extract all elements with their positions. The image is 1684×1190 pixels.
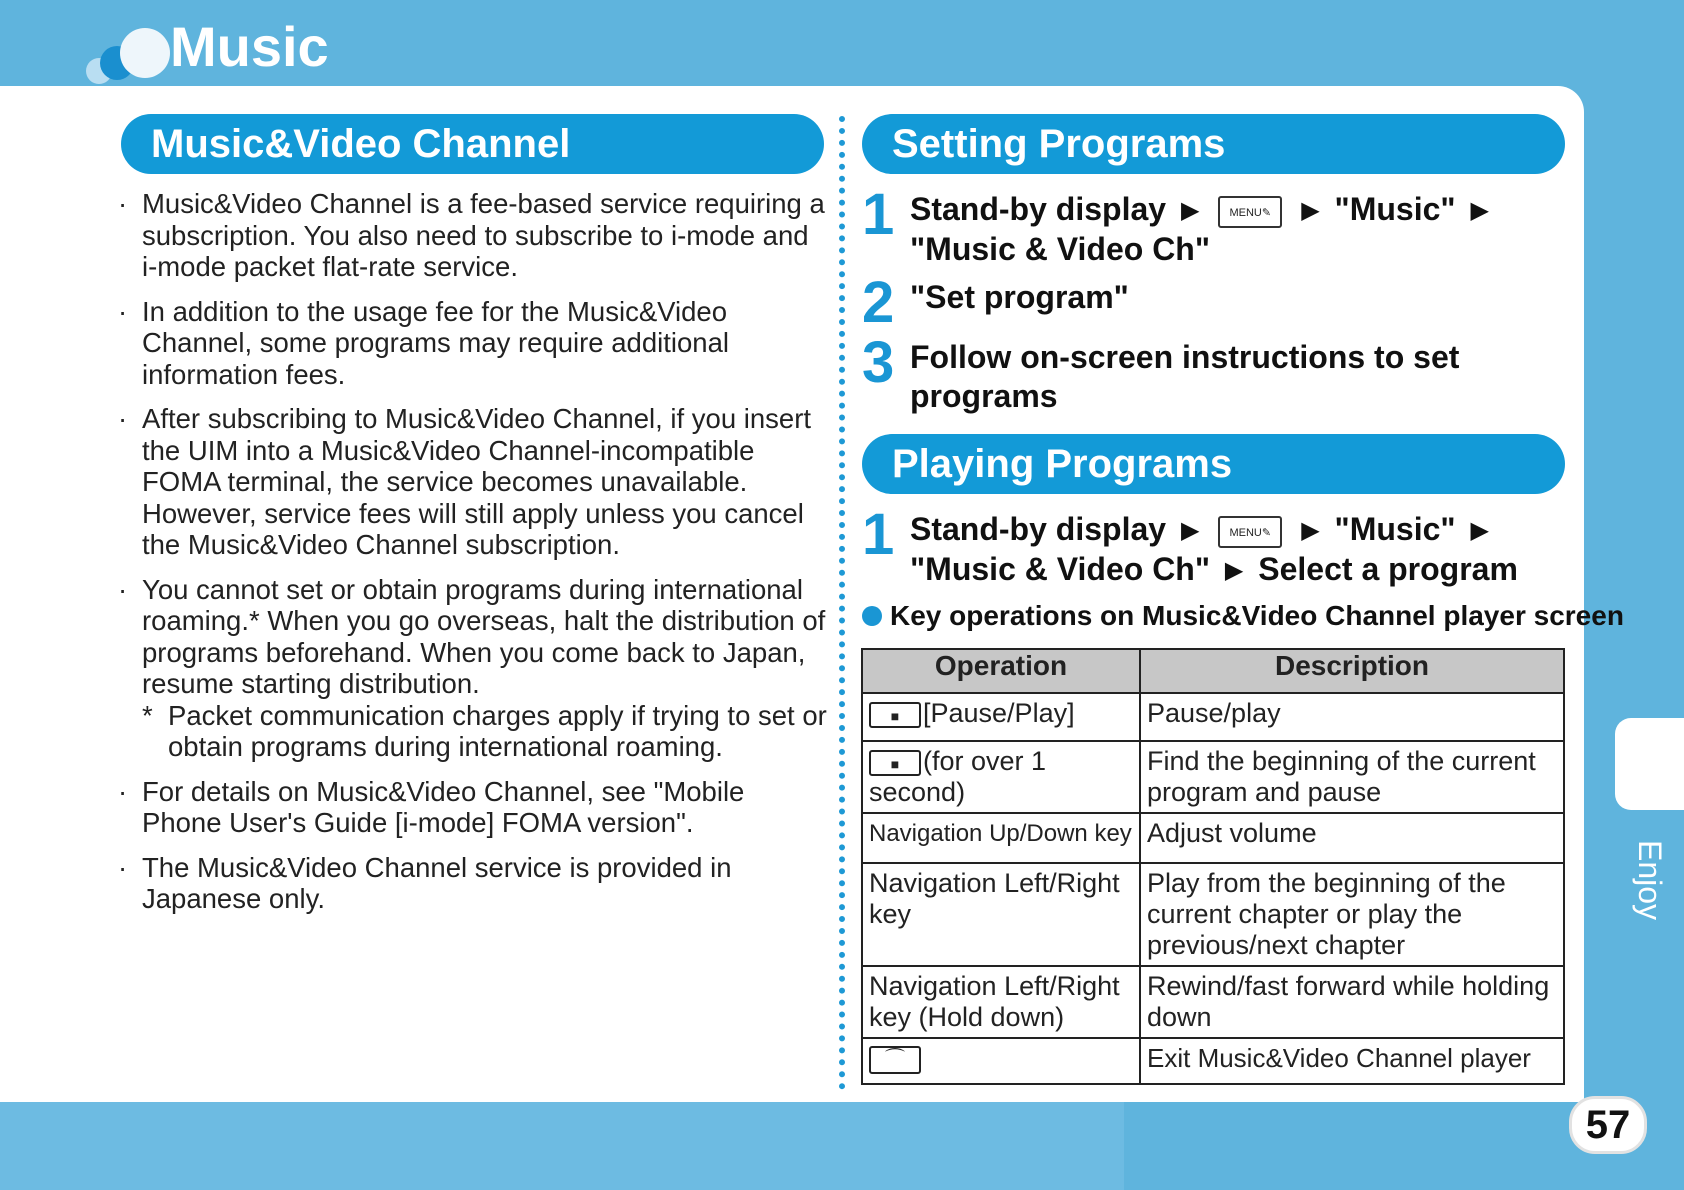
music-logo-icon bbox=[86, 28, 166, 88]
arrow-right-icon: ▶ bbox=[1470, 197, 1489, 224]
description-cell: Rewind/fast forward while holding down bbox=[1140, 966, 1564, 1038]
description-cell: Play from the beginning of the current chapter or play the previous/next chapter bbox=[1140, 863, 1564, 966]
footer-band bbox=[0, 1102, 1124, 1190]
menu-key-label: MENU bbox=[1229, 526, 1262, 539]
setting-step-3 bbox=[862, 332, 1562, 422]
step-text-part: Stand-by display bbox=[910, 191, 1167, 227]
bullet-text: For details on Music&Video Channel, see "Mobile Phone User's Guide [i-mode] FOMA version". bbox=[142, 775, 745, 838]
arrow-right-icon: ▶ bbox=[1224, 557, 1244, 584]
section-heading-setting-programs: Setting Programs bbox=[862, 114, 1565, 174]
step-text-part: Stand-by display bbox=[910, 511, 1167, 547]
table-row bbox=[862, 693, 1564, 741]
column-header-description: Description bbox=[1140, 649, 1564, 693]
operation-cell: Navigation Left/Right key (Hold down) bbox=[862, 966, 1140, 1038]
step-text: Follow on-screen instructions to set programs bbox=[910, 339, 1460, 414]
bullet-mark: · bbox=[118, 295, 128, 327]
step-number: 1 bbox=[862, 182, 895, 247]
bullet-text: Music&Video Channel is a fee-based service requiring a subscription. You also need to subscribe to i-mode and i-mode packet flat-rate service. bbox=[142, 188, 825, 282]
arrow-right-icon: ▶ bbox=[1301, 197, 1320, 224]
logo-dot-large bbox=[120, 28, 170, 78]
menu-key-icon bbox=[1218, 196, 1282, 228]
description-cell: Find the beginning of the current program and pause bbox=[1140, 741, 1564, 813]
operation-cell: Navigation Left/Right key bbox=[862, 863, 1140, 966]
bullet-text: The Music&Video Channel service is provided in Japanese only. bbox=[142, 851, 732, 914]
page-title: Music bbox=[170, 15, 329, 78]
step-text-part: "Music" bbox=[1334, 191, 1456, 227]
menu-key-icon bbox=[1218, 516, 1282, 548]
bullet-mark: · bbox=[118, 573, 128, 605]
bullet-mark: · bbox=[118, 188, 128, 219]
bullet-text: After subscribing to Music&Video Channel, if you insert the UIM into a Music&Video Channel-incompatible FOMA terminal, the service becomes unavailable. However, service fees will still apply unless you cancel the Music&Video Channel subscription. bbox=[142, 403, 811, 560]
description-cell: Exit Music&Video Channel player bbox=[1140, 1038, 1564, 1084]
step-text-part: "Music & Video Ch" bbox=[910, 551, 1211, 587]
playing-step-1 bbox=[862, 504, 1562, 594]
table-row bbox=[862, 813, 1564, 863]
side-tab bbox=[1615, 718, 1684, 810]
arrow-right-icon: ▶ bbox=[1470, 517, 1489, 544]
step-text bbox=[910, 190, 1550, 269]
center-key-icon: ■ bbox=[869, 702, 921, 728]
subheading-text: Key operations on Music&Video Channel player screen bbox=[890, 600, 1624, 631]
list-item bbox=[118, 852, 828, 915]
list-item bbox=[118, 296, 828, 391]
side-tab-label: Enjoy bbox=[1632, 840, 1668, 921]
bullet-text: In addition to the usage fee for the Music&Video Channel, some programs may require additional information fees. bbox=[142, 295, 729, 390]
list-item bbox=[118, 574, 828, 763]
column-header-operation: Operation bbox=[862, 649, 1140, 693]
list-item bbox=[118, 188, 828, 283]
operation-cell: Navigation Up/Down key bbox=[862, 813, 1140, 863]
clear-key-icon: ⌒ bbox=[869, 1046, 921, 1074]
list-item bbox=[118, 776, 828, 839]
table-row bbox=[862, 741, 1564, 813]
section-heading-playing-programs: Playing Programs bbox=[862, 434, 1565, 494]
menu-key-label: MENU bbox=[1229, 206, 1262, 219]
arrow-right-icon: ▶ bbox=[1180, 517, 1200, 544]
operation-cell bbox=[862, 693, 1140, 741]
operation-text: (for over 1 second) bbox=[869, 746, 1047, 807]
footnote-mark: * bbox=[142, 699, 153, 731]
list-item bbox=[118, 403, 828, 561]
operation-text: [Pause/Play] bbox=[923, 698, 1075, 728]
bullet-mark: · bbox=[118, 775, 128, 807]
arrow-right-icon: ▶ bbox=[1180, 197, 1200, 224]
footnote bbox=[142, 700, 828, 763]
step-text-part: "Music & Video Ch" bbox=[910, 231, 1211, 267]
operation-cell bbox=[862, 1038, 1140, 1084]
page-footer bbox=[0, 1102, 1684, 1190]
step-text-part: Select a program bbox=[1258, 551, 1518, 587]
table-row bbox=[862, 966, 1564, 1038]
table-header-row bbox=[862, 649, 1564, 693]
section-heading-music-video-channel: Music&Video Channel bbox=[121, 114, 824, 174]
bullet-mark: · bbox=[118, 403, 128, 434]
pen-icon: ✎ bbox=[1261, 526, 1272, 539]
description-cell: Pause/play bbox=[1140, 693, 1564, 741]
table-row bbox=[862, 1038, 1564, 1084]
setting-step-2 bbox=[862, 270, 1562, 335]
pen-icon: ✎ bbox=[1261, 206, 1272, 219]
table-subheading bbox=[862, 600, 1624, 632]
page-number: 57 bbox=[1569, 1096, 1647, 1154]
key-operations-table bbox=[861, 648, 1565, 1085]
column-divider bbox=[839, 116, 845, 1090]
setting-step-1 bbox=[862, 184, 1562, 274]
arrow-right-icon: ▶ bbox=[1301, 517, 1320, 544]
step-number: 2 bbox=[862, 270, 895, 335]
step-number: 1 bbox=[862, 502, 895, 567]
step-text bbox=[910, 510, 1570, 590]
table-row bbox=[862, 863, 1564, 966]
center-key-icon: ■ bbox=[869, 750, 921, 776]
description-cell: Adjust volume bbox=[1140, 813, 1564, 863]
bullet-list bbox=[118, 188, 828, 928]
bullet-dot-icon bbox=[862, 606, 882, 626]
step-number: 3 bbox=[862, 330, 895, 395]
bullet-text: You cannot set or obtain programs during international roaming.* When you go overseas, halt the distribution of programs beforehand. When you come back to Japan, resume starting distribution. bbox=[142, 573, 826, 699]
operation-cell bbox=[862, 741, 1140, 813]
bullet-mark: · bbox=[118, 851, 128, 883]
step-text-part: "Music" bbox=[1334, 511, 1456, 547]
footnote-text: Packet communication charges apply if trying to set or obtain programs during international roaming. bbox=[168, 699, 827, 762]
page-header bbox=[0, 0, 1684, 86]
step-text: "Set program" bbox=[910, 279, 1129, 315]
